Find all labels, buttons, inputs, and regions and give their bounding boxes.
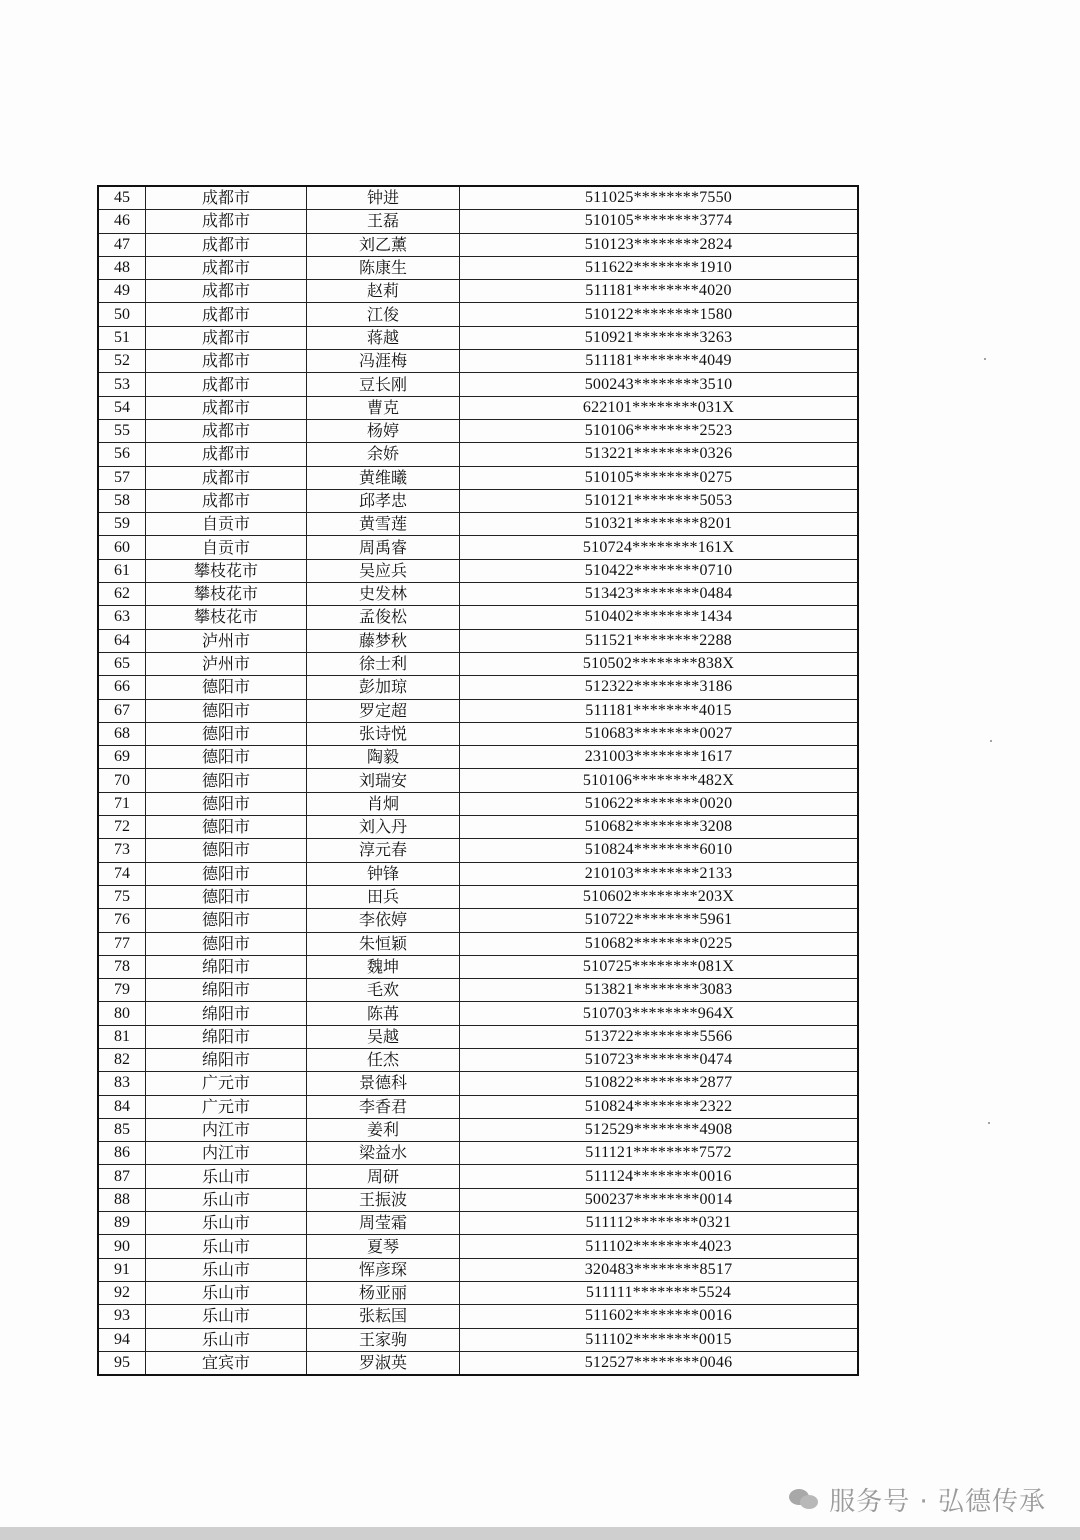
- row-number: 91: [98, 1258, 146, 1281]
- row-city: 德阳市: [146, 885, 307, 908]
- row-name: 江俊: [307, 303, 460, 326]
- row-name: 钟进: [307, 186, 460, 210]
- row-city: 乐山市: [146, 1328, 307, 1351]
- row-number: 81: [98, 1025, 146, 1048]
- table-row: [98, 1025, 858, 1048]
- row-id-number: 210103********2133: [460, 862, 859, 885]
- table-row: [98, 885, 858, 908]
- row-id-number: 510422********0710: [460, 559, 859, 582]
- table-row: [98, 210, 858, 233]
- row-name: 毛欢: [307, 979, 460, 1002]
- table-row: [98, 909, 858, 932]
- row-name: 黄维曦: [307, 466, 460, 489]
- row-id-number: 511102********4023: [460, 1235, 859, 1258]
- row-id-number: 510703********964X: [460, 1002, 859, 1025]
- row-city: 内江市: [146, 1118, 307, 1141]
- row-name: 田兵: [307, 885, 460, 908]
- row-city: 成都市: [146, 186, 307, 210]
- row-city: 广元市: [146, 1072, 307, 1095]
- row-id-number: 511102********0015: [460, 1328, 859, 1351]
- table-row: [98, 536, 858, 559]
- row-name: 周研: [307, 1165, 460, 1188]
- table-row: [98, 746, 858, 769]
- table-row: [98, 583, 858, 606]
- table-row: [98, 1002, 858, 1025]
- row-city: 绵阳市: [146, 955, 307, 978]
- row-name: 恽彦琛: [307, 1258, 460, 1281]
- roster-table: [97, 185, 859, 1376]
- table-row: [98, 699, 858, 722]
- row-name: 姜利: [307, 1118, 460, 1141]
- table-row: [98, 792, 858, 815]
- row-number: 60: [98, 536, 146, 559]
- table-row: [98, 1095, 858, 1118]
- row-number: 47: [98, 233, 146, 256]
- row-id-number: 511602********0016: [460, 1305, 859, 1328]
- table-row: [98, 396, 858, 419]
- row-id-number: 511121********7572: [460, 1142, 859, 1165]
- row-name: 冯涯梅: [307, 350, 460, 373]
- table-row: [98, 1072, 858, 1095]
- row-city: 泸州市: [146, 652, 307, 675]
- row-id-number: 511112********0321: [460, 1212, 859, 1235]
- row-id-number: 510122********1580: [460, 303, 859, 326]
- row-name: 陶毅: [307, 746, 460, 769]
- row-city: 广元市: [146, 1095, 307, 1118]
- table-row: [98, 326, 858, 349]
- row-number: 71: [98, 792, 146, 815]
- row-name: 朱恒颖: [307, 932, 460, 955]
- row-id-number: 510622********0020: [460, 792, 859, 815]
- table-row: [98, 350, 858, 373]
- row-number: 87: [98, 1165, 146, 1188]
- table-row: [98, 1118, 858, 1141]
- row-id-number: 512529********4908: [460, 1118, 859, 1141]
- row-number: 64: [98, 629, 146, 652]
- table-row: [98, 1235, 858, 1258]
- row-id-number: 231003********1617: [460, 746, 859, 769]
- row-number: 86: [98, 1142, 146, 1165]
- row-number: 83: [98, 1072, 146, 1095]
- row-name: 张耘国: [307, 1305, 460, 1328]
- row-number: 48: [98, 256, 146, 279]
- row-name: 罗定超: [307, 699, 460, 722]
- row-id-number: 511622********1910: [460, 256, 859, 279]
- row-city: 乐山市: [146, 1281, 307, 1304]
- row-city: 攀枝花市: [146, 606, 307, 629]
- row-name: 彭加琼: [307, 676, 460, 699]
- row-city: 内江市: [146, 1142, 307, 1165]
- row-city: 乐山市: [146, 1212, 307, 1235]
- row-number: 61: [98, 559, 146, 582]
- row-id-number: 512322********3186: [460, 676, 859, 699]
- watermark: [789, 1479, 1046, 1519]
- row-name: 杨亚丽: [307, 1281, 460, 1304]
- table-row: [98, 652, 858, 675]
- row-city: 德阳市: [146, 722, 307, 745]
- row-id-number: 513821********3083: [460, 979, 859, 1002]
- row-name: 李依婷: [307, 909, 460, 932]
- table-row: [98, 1351, 858, 1375]
- row-id-number: 510105********3774: [460, 210, 859, 233]
- row-city: 德阳市: [146, 839, 307, 862]
- row-name: 李香君: [307, 1095, 460, 1118]
- row-number: 70: [98, 769, 146, 792]
- row-city: 绵阳市: [146, 979, 307, 1002]
- row-id-number: 510106********482X: [460, 769, 859, 792]
- table-row: [98, 256, 858, 279]
- row-name: 曹克: [307, 396, 460, 419]
- row-city: 德阳市: [146, 792, 307, 815]
- row-name: 吴应兵: [307, 559, 460, 582]
- row-city: 成都市: [146, 443, 307, 466]
- table-row: [98, 443, 858, 466]
- row-id-number: 513722********5566: [460, 1025, 859, 1048]
- table-row: [98, 489, 858, 512]
- row-number: 50: [98, 303, 146, 326]
- row-city: 泸州市: [146, 629, 307, 652]
- row-name: 余娇: [307, 443, 460, 466]
- row-id-number: 510723********0474: [460, 1048, 859, 1071]
- row-name: 陈苒: [307, 1002, 460, 1025]
- row-name: 吴越: [307, 1025, 460, 1048]
- row-name: 蒋越: [307, 326, 460, 349]
- row-city: 成都市: [146, 280, 307, 303]
- table-row: [98, 1165, 858, 1188]
- row-number: 51: [98, 326, 146, 349]
- row-name: 淳元春: [307, 839, 460, 862]
- scan-speck: [990, 740, 992, 742]
- row-number: 80: [98, 1002, 146, 1025]
- row-name: 王家驹: [307, 1328, 460, 1351]
- row-id-number: 511181********4015: [460, 699, 859, 722]
- row-id-number: 510725********081X: [460, 955, 859, 978]
- row-number: 65: [98, 652, 146, 675]
- row-city: 乐山市: [146, 1188, 307, 1211]
- row-name: 赵莉: [307, 280, 460, 303]
- row-id-number: 510402********1434: [460, 606, 859, 629]
- row-name: 刘入丹: [307, 816, 460, 839]
- row-name: 王振波: [307, 1188, 460, 1211]
- row-number: 57: [98, 466, 146, 489]
- table-row: [98, 233, 858, 256]
- row-name: 夏琴: [307, 1235, 460, 1258]
- row-number: 45: [98, 186, 146, 210]
- row-name: 肖炯: [307, 792, 460, 815]
- row-name: 黄雪莲: [307, 513, 460, 536]
- row-id-number: 510824********2322: [460, 1095, 859, 1118]
- row-name: 景德科: [307, 1072, 460, 1095]
- row-name: 陈康生: [307, 256, 460, 279]
- row-city: 成都市: [146, 233, 307, 256]
- table-row: [98, 1048, 858, 1071]
- row-name: 刘乙薰: [307, 233, 460, 256]
- row-id-number: 513423********0484: [460, 583, 859, 606]
- row-id-number: 511025********7550: [460, 186, 859, 210]
- row-number: 90: [98, 1235, 146, 1258]
- row-city: 成都市: [146, 489, 307, 512]
- row-number: 94: [98, 1328, 146, 1351]
- row-number: 95: [98, 1351, 146, 1375]
- row-city: 攀枝花市: [146, 559, 307, 582]
- row-name: 张诗悦: [307, 722, 460, 745]
- row-number: 56: [98, 443, 146, 466]
- bottom-scan-edge: [0, 1527, 1080, 1540]
- row-name: 刘瑞安: [307, 769, 460, 792]
- row-number: 82: [98, 1048, 146, 1071]
- row-city: 乐山市: [146, 1305, 307, 1328]
- row-number: 76: [98, 909, 146, 932]
- row-id-number: 510682********3208: [460, 816, 859, 839]
- row-city: 自贡市: [146, 536, 307, 559]
- row-name: 孟俊松: [307, 606, 460, 629]
- row-city: 德阳市: [146, 816, 307, 839]
- row-number: 84: [98, 1095, 146, 1118]
- table-row: [98, 629, 858, 652]
- table-row: [98, 373, 858, 396]
- row-city: 德阳市: [146, 699, 307, 722]
- row-id-number: 511181********4049: [460, 350, 859, 373]
- row-id-number: 510121********5053: [460, 489, 859, 512]
- row-id-number: 510682********0225: [460, 932, 859, 955]
- table-row: [98, 676, 858, 699]
- row-name: 任杰: [307, 1048, 460, 1071]
- row-city: 成都市: [146, 373, 307, 396]
- table-row: [98, 559, 858, 582]
- row-id-number: 511181********4020: [460, 280, 859, 303]
- table-row: [98, 1188, 858, 1211]
- row-city: 德阳市: [146, 932, 307, 955]
- row-name: 王磊: [307, 210, 460, 233]
- scan-speck: [988, 1122, 990, 1124]
- row-city: 宜宾市: [146, 1351, 307, 1375]
- row-city: 成都市: [146, 466, 307, 489]
- row-city: 绵阳市: [146, 1025, 307, 1048]
- scan-speck: [984, 358, 986, 360]
- row-name: 豆长刚: [307, 373, 460, 396]
- row-id-number: 622101********031X: [460, 396, 859, 419]
- row-name: 梁益水: [307, 1142, 460, 1165]
- row-id-number: 512527********0046: [460, 1351, 859, 1375]
- row-number: 52: [98, 350, 146, 373]
- row-number: 88: [98, 1188, 146, 1211]
- row-number: 62: [98, 583, 146, 606]
- row-city: 自贡市: [146, 513, 307, 536]
- wechat-icon: [789, 1487, 819, 1511]
- row-id-number: 510602********203X: [460, 885, 859, 908]
- row-number: 58: [98, 489, 146, 512]
- row-name: 杨婷: [307, 419, 460, 442]
- table-row: [98, 466, 858, 489]
- row-city: 成都市: [146, 396, 307, 419]
- row-city: 德阳市: [146, 769, 307, 792]
- row-number: 79: [98, 979, 146, 1002]
- row-id-number: 500243********3510: [460, 373, 859, 396]
- row-id-number: 320483********8517: [460, 1258, 859, 1281]
- table-row: [98, 839, 858, 862]
- row-city: 成都市: [146, 350, 307, 373]
- table-row: [98, 1258, 858, 1281]
- row-id-number: 500237********0014: [460, 1188, 859, 1211]
- row-number: 78: [98, 955, 146, 978]
- row-name: 徐士利: [307, 652, 460, 675]
- table-row: [98, 513, 858, 536]
- table-row: [98, 955, 858, 978]
- table-row: [98, 816, 858, 839]
- row-number: 75: [98, 885, 146, 908]
- row-city: 绵阳市: [146, 1048, 307, 1071]
- table-row: [98, 932, 858, 955]
- row-number: 67: [98, 699, 146, 722]
- row-name: 周莹霜: [307, 1212, 460, 1235]
- row-number: 63: [98, 606, 146, 629]
- table-row: [98, 979, 858, 1002]
- row-id-number: 510106********2523: [460, 419, 859, 442]
- row-city: 成都市: [146, 256, 307, 279]
- row-number: 59: [98, 513, 146, 536]
- row-id-number: 510921********3263: [460, 326, 859, 349]
- row-id-number: 510105********0275: [460, 466, 859, 489]
- row-number: 55: [98, 419, 146, 442]
- table-row: [98, 1142, 858, 1165]
- row-number: 73: [98, 839, 146, 862]
- row-id-number: 510683********0027: [460, 722, 859, 745]
- row-number: 69: [98, 746, 146, 769]
- row-id-number: 511124********0016: [460, 1165, 859, 1188]
- row-id-number: 513221********0326: [460, 443, 859, 466]
- row-city: 德阳市: [146, 862, 307, 885]
- table-row: [98, 606, 858, 629]
- row-number: 85: [98, 1118, 146, 1141]
- table-row: [98, 303, 858, 326]
- row-number: 89: [98, 1212, 146, 1235]
- row-number: 72: [98, 816, 146, 839]
- row-number: 92: [98, 1281, 146, 1304]
- row-city: 绵阳市: [146, 1002, 307, 1025]
- row-city: 成都市: [146, 210, 307, 233]
- roster-table-body: [98, 186, 858, 1375]
- row-id-number: 510123********2824: [460, 233, 859, 256]
- row-name: 魏坤: [307, 955, 460, 978]
- table-row: [98, 1305, 858, 1328]
- row-id-number: 511521********2288: [460, 629, 859, 652]
- row-name: 周禹睿: [307, 536, 460, 559]
- row-id-number: 511111********5524: [460, 1281, 859, 1304]
- row-city: 攀枝花市: [146, 583, 307, 606]
- row-city: 成都市: [146, 303, 307, 326]
- row-number: 54: [98, 396, 146, 419]
- row-name: 钟锋: [307, 862, 460, 885]
- row-id-number: 510724********161X: [460, 536, 859, 559]
- row-id-number: 510822********2877: [460, 1072, 859, 1095]
- row-id-number: 510824********6010: [460, 839, 859, 862]
- table-row: [98, 186, 858, 210]
- row-city: 乐山市: [146, 1235, 307, 1258]
- table-row: [98, 862, 858, 885]
- row-number: 68: [98, 722, 146, 745]
- row-number: 74: [98, 862, 146, 885]
- row-number: 66: [98, 676, 146, 699]
- table-row: [98, 1328, 858, 1351]
- row-id-number: 510502********838X: [460, 652, 859, 675]
- row-city: 成都市: [146, 326, 307, 349]
- table-row: [98, 419, 858, 442]
- row-id-number: 510722********5961: [460, 909, 859, 932]
- table-row: [98, 1281, 858, 1304]
- table-row: [98, 280, 858, 303]
- watermark-text: 服务号 · 弘德传承: [829, 1486, 1046, 1517]
- row-number: 77: [98, 932, 146, 955]
- row-city: 成都市: [146, 419, 307, 442]
- row-number: 53: [98, 373, 146, 396]
- row-name: 邱孝忠: [307, 489, 460, 512]
- table-row: [98, 722, 858, 745]
- row-name: 罗淑英: [307, 1351, 460, 1375]
- row-number: 93: [98, 1305, 146, 1328]
- row-id-number: 510321********8201: [460, 513, 859, 536]
- row-city: 德阳市: [146, 909, 307, 932]
- roster-table-container: [97, 185, 859, 1376]
- table-row: [98, 769, 858, 792]
- row-city: 乐山市: [146, 1165, 307, 1188]
- table-row: [98, 1212, 858, 1235]
- row-city: 德阳市: [146, 746, 307, 769]
- row-number: 49: [98, 280, 146, 303]
- row-city: 德阳市: [146, 676, 307, 699]
- row-name: 藤梦秋: [307, 629, 460, 652]
- row-number: 46: [98, 210, 146, 233]
- row-name: 史发林: [307, 583, 460, 606]
- row-city: 乐山市: [146, 1258, 307, 1281]
